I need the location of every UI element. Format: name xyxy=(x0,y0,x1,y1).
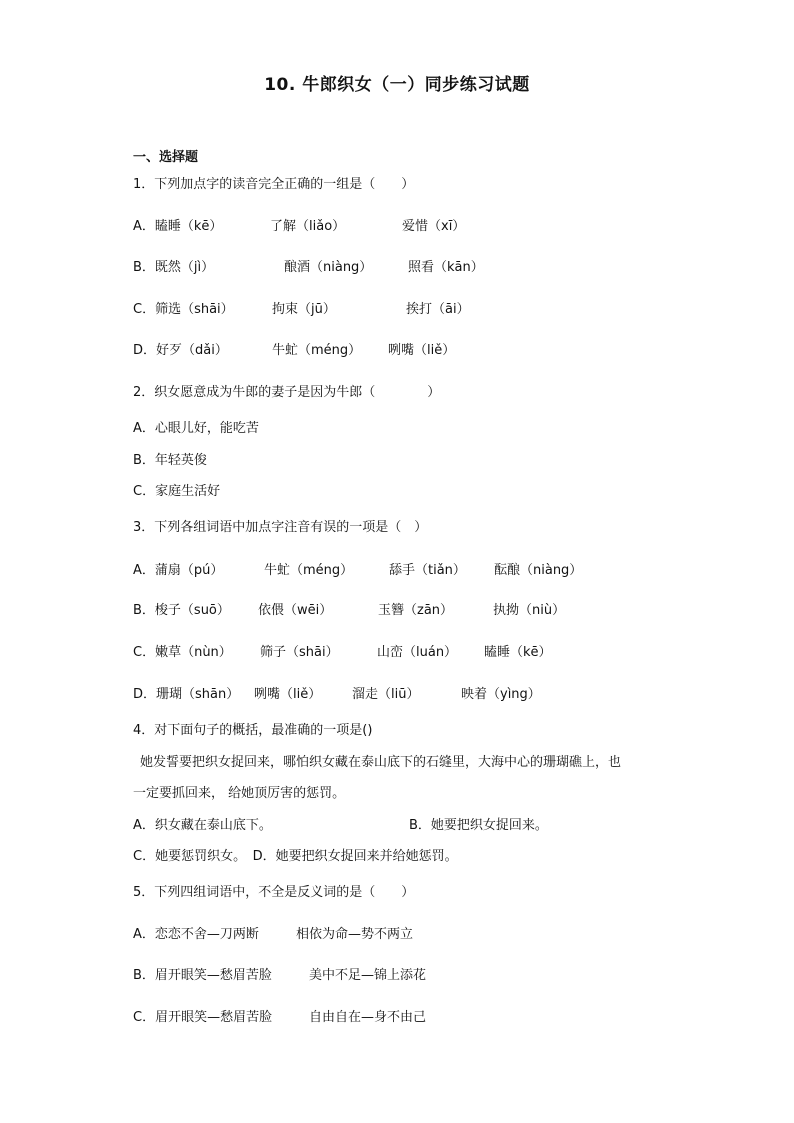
q3-option-c-3: 山峦（luán） xyxy=(377,645,458,660)
q1-option-b-1: B．既然（jì） xyxy=(133,260,215,275)
q3-option-a-4: 酝酿（niàng） xyxy=(494,563,583,578)
q3-option-d-1: D．珊瑚（shān） xyxy=(133,687,240,702)
q5-option-b-1: B．眉开眼笑—愁眉苦脸 xyxy=(133,968,272,983)
q4-options-c-d: C．她要惩罚织女。 D．她要把织女捉回来并给她惩罚。 xyxy=(133,849,458,864)
q4-option-a: A．织女藏在泰山底下。 xyxy=(133,818,272,833)
q1-option-c-3: 挨打（āi） xyxy=(406,302,470,317)
question-2-stem: 2．织女愿意成为牛郎的妻子是因为牛郎（ ） xyxy=(133,385,441,400)
q3-option-c-2: 筛子（shāi） xyxy=(260,645,339,660)
q3-option-a-3: 舔手（tiǎn） xyxy=(389,563,466,578)
q3-option-d-3: 溜走（liū） xyxy=(352,687,420,702)
q3-option-a-2: 牛虻（méng） xyxy=(264,563,354,578)
q1-option-d-2: 牛虻（méng） xyxy=(272,343,362,358)
q3-option-d-2: 咧嘴（liě） xyxy=(254,687,322,702)
q4-passage-line-2: 一定要抓回来， 给她顶厉害的惩罚。 xyxy=(133,786,346,801)
q1-option-d-3: 咧嘴（liě） xyxy=(388,343,456,358)
q5-option-a-1: A．恋恋不舍—刀两断 xyxy=(133,927,259,942)
q3-option-c-1: C．嫩草（nùn） xyxy=(133,645,232,660)
q3-option-c-4: 瞌睡（kē） xyxy=(484,645,552,660)
q5-option-b-2: 美中不足—锦上添花 xyxy=(309,968,427,983)
q3-option-d-4: 映着（yìng） xyxy=(461,687,541,702)
q3-option-b-1: B．梭子（suō） xyxy=(133,603,230,618)
q1-option-b-3: 照看（kān） xyxy=(408,260,484,275)
q1-option-c-2: 拘束（jū） xyxy=(272,302,336,317)
q1-option-c-1: C．筛选（shāi） xyxy=(133,302,234,317)
q2-option-c: C．家庭生活好 xyxy=(133,484,221,499)
q1-option-a-1: A．瞌睡（kē） xyxy=(133,219,223,234)
q3-option-b-2: 依偎（wēi） xyxy=(258,603,333,618)
q3-option-a-1: A．蒲扇（pú） xyxy=(133,563,224,578)
q3-option-b-3: 玉簪（zān） xyxy=(378,603,454,618)
q4-passage-line-1: 她发誓要把织女捉回来，哪怕织女藏在泰山底下的石缝里，大海中心的珊瑚礁上，也 xyxy=(140,755,622,770)
page-title: 10. 牛郎织女（一）同步练习试题 xyxy=(264,75,530,95)
q3-option-b-4: 执拗（niù） xyxy=(493,603,566,618)
q2-option-b: B．年轻英俊 xyxy=(133,453,207,468)
q5-option-c-1: C．眉开眼笑—愁眉苦脸 xyxy=(133,1010,273,1025)
question-3-stem: 3．下列各组词语中加点字注音有误的一项是（ ） xyxy=(133,520,428,535)
q5-option-a-2: 相依为命—势不两立 xyxy=(296,927,414,942)
q4-option-b: B．她要把织女捉回来。 xyxy=(409,818,548,833)
q1-option-b-2: 酿酒（niàng） xyxy=(284,260,373,275)
question-1-stem: 1．下列加点字的读音完全正确的一组是（ ） xyxy=(133,177,415,192)
q1-option-a-3: 爱惜（xī） xyxy=(402,219,466,234)
q1-option-d-1: D．好歹（dǎi） xyxy=(133,343,228,358)
question-5-stem: 5．下列四组词语中，不全是反义词的是（ ） xyxy=(133,885,415,900)
section-heading: 一、选择题 xyxy=(133,150,199,165)
q2-option-a: A．心眼儿好，能吃苦 xyxy=(133,421,259,436)
q5-option-c-2: 自由自在—身不由己 xyxy=(309,1010,427,1025)
q1-option-a-2: 了解（liǎo） xyxy=(270,219,346,234)
question-4-stem: 4．对下面句子的概括，最准确的一项是() xyxy=(133,723,373,738)
